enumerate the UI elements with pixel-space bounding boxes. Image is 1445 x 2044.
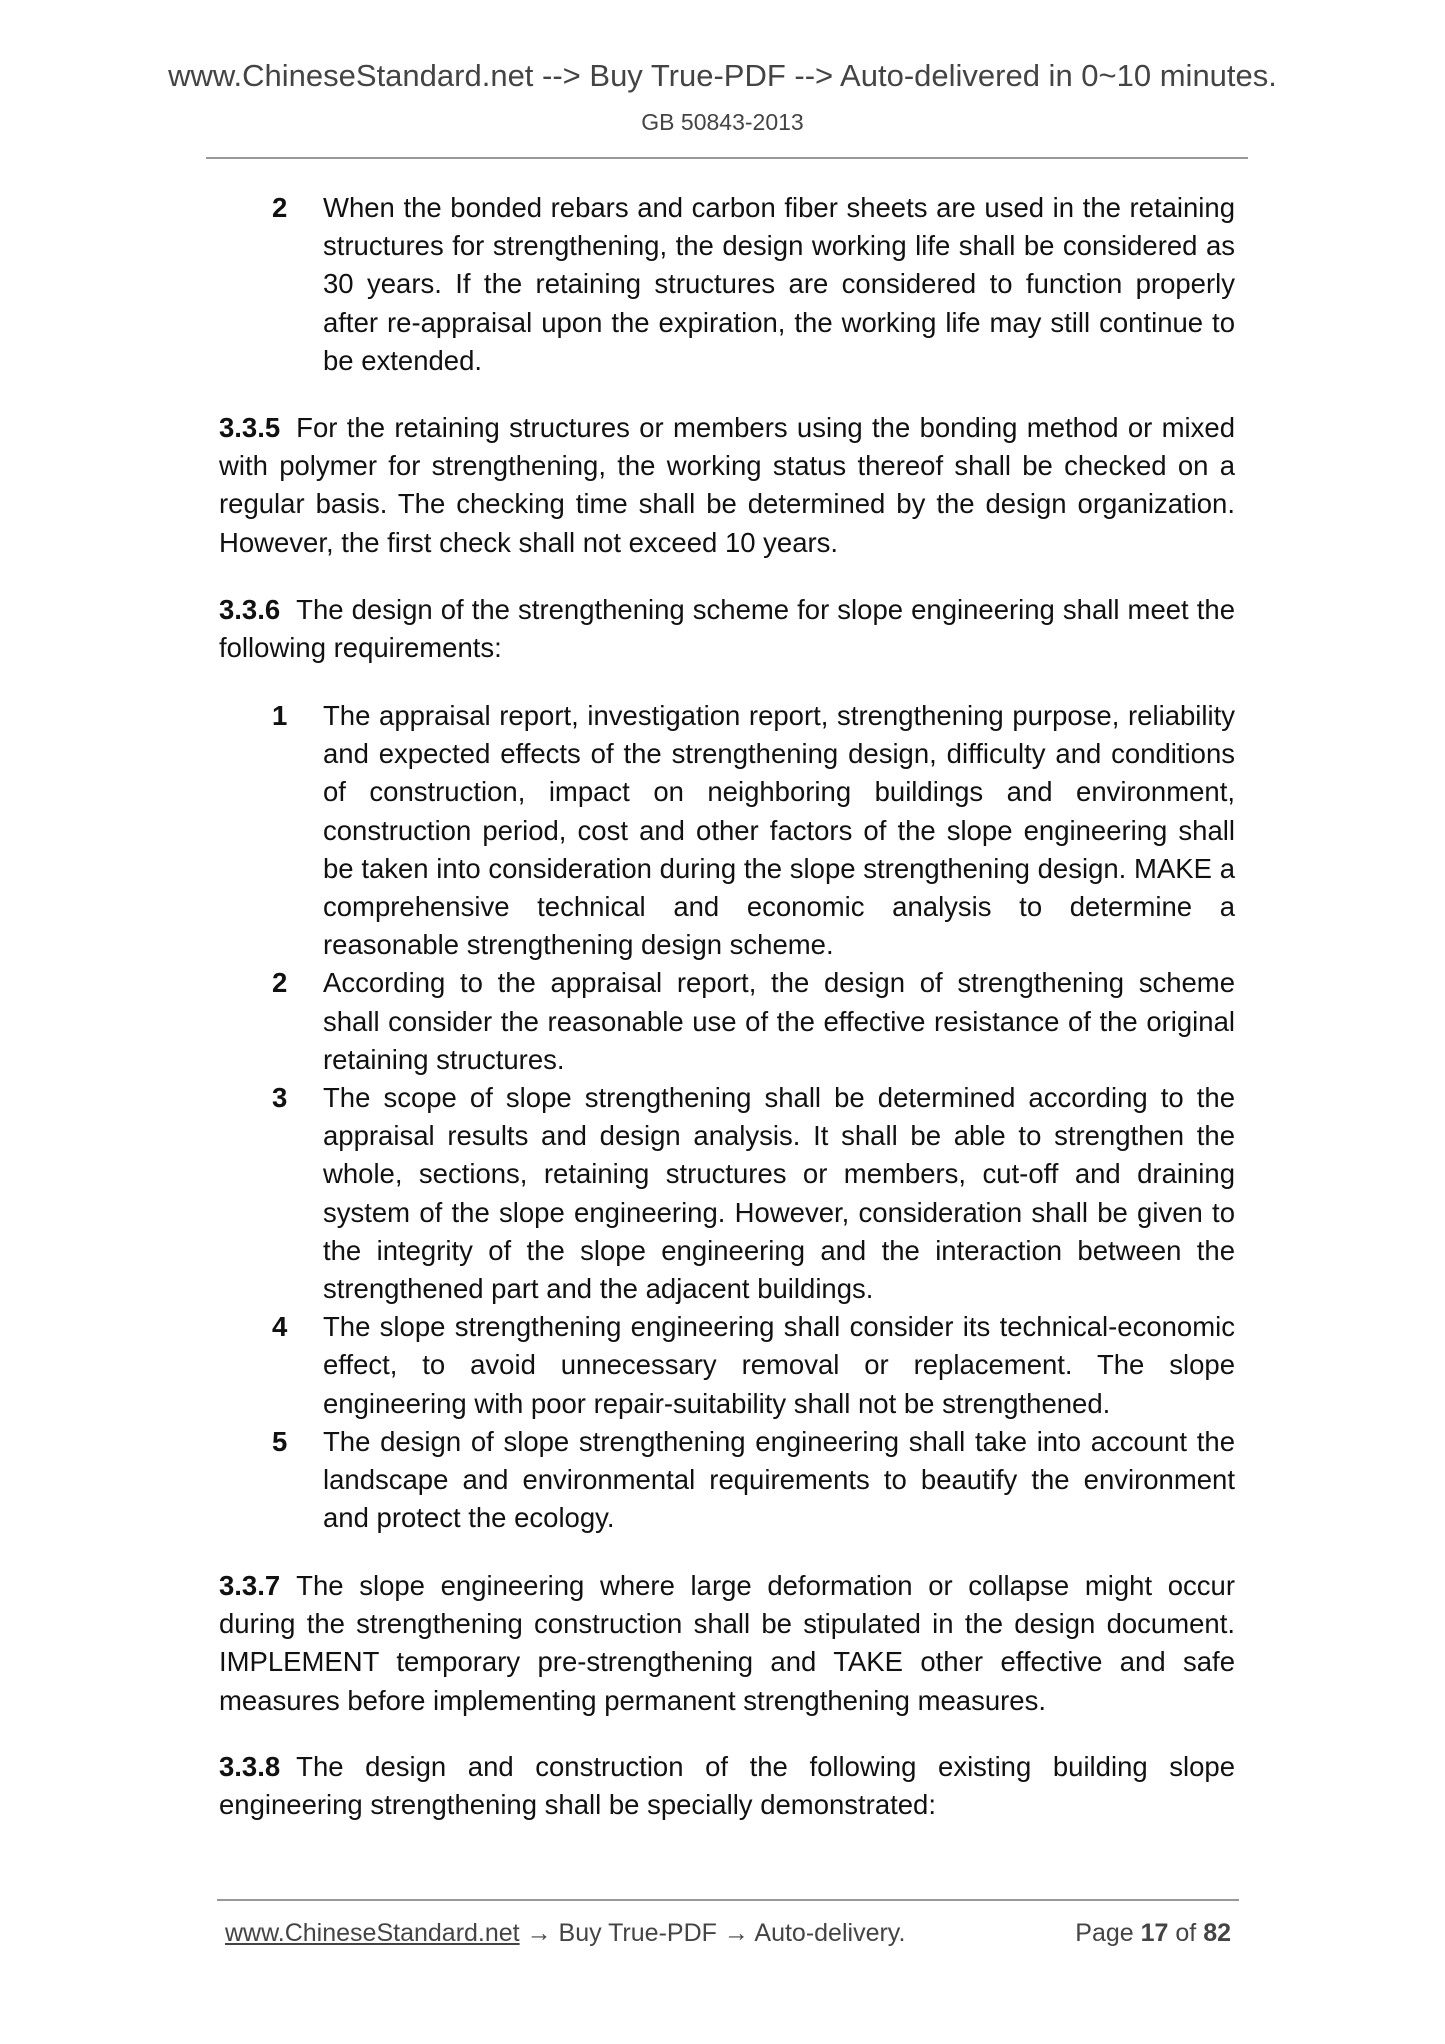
- of-label: of: [1168, 1919, 1204, 1947]
- page-total: 82: [1203, 1919, 1231, 1947]
- header-banner: www.ChineseStandard.net --> Buy True-PDF --> Auto-delivered in 0~10 minutes.: [168, 58, 1277, 93]
- list-item: [219, 697, 1235, 964]
- list-item: [219, 964, 1235, 1079]
- page-number: 17: [1140, 1919, 1169, 1947]
- clause-text: The design of the strengthening scheme for slope engineering shall meet the following requirements:: [219, 594, 1235, 664]
- item-text: The slope strengthening engineering shall consider its technical-economic effect, to avoid unnecessary removal or replacement. The slope engineering with poor repair-suitability shall not be strengthened.: [323, 1311, 1235, 1419]
- item-number: 4: [272, 1311, 288, 1343]
- item-number: 1: [272, 700, 288, 731]
- footer-text: → Buy True-PDF → Auto-delivery.: [519, 1919, 906, 1947]
- item-text: When the bonded rebars and carbon fiber sheets are used in the retaining structures for strengthening, the design working life shall be considered as 30 years. If the retaining structures are considered to function properly after re-appraisal upon the expiration, the working life may still continue to be extended.: [323, 192, 1235, 376]
- item-number: 2: [272, 192, 288, 223]
- page-indicator: [1075, 1919, 1231, 1948]
- list-item: [219, 1423, 1235, 1538]
- site-link[interactable]: www.ChineseStandard.net: [225, 1919, 520, 1947]
- item-number: 2: [272, 967, 288, 999]
- clause-text: The design and construction of the following existing building slope engineering strengthening shall be specially demonstrated:: [219, 1751, 1235, 1821]
- clause-3-3-6: [219, 591, 1235, 667]
- clause-3-3-6-list: [219, 697, 1235, 1537]
- item-text: The design of slope strengthening engineering shall take into account the landscape and environmental requirements to beautify the environment and protect the ecology.: [323, 1425, 1235, 1534]
- page-label: Page: [1075, 1919, 1141, 1947]
- standard-code: GB 50843-2013: [641, 109, 804, 135]
- list-item: [219, 1079, 1235, 1308]
- clause-number: 3.3.6: [219, 594, 281, 625]
- item-number: 5: [272, 1425, 288, 1457]
- clause-3-3-8: [219, 1748, 1235, 1824]
- list-item: [219, 189, 1235, 380]
- footer-divider: [217, 1899, 1239, 1901]
- clause-3-3-7: [219, 1567, 1235, 1720]
- item-number: 3: [272, 1082, 288, 1114]
- clause-number: 3.3.5: [219, 412, 281, 443]
- footer: [225, 1919, 1231, 1948]
- clause-number: 3.3.7: [219, 1570, 281, 1601]
- clause-3-3-5: [219, 409, 1235, 562]
- item-text: According to the appraisal report, the design of strengthening scheme shall consider the reasonable use of the effective resistance of the original retaining structures.: [323, 967, 1235, 1075]
- clause-text: The slope engineering where large deformation or collapse might occur during the strengthening construction shall be stipulated in the design document. IMPLEMENT temporary pre-strengthening and TAKE other effective and safe measures before implementing permanent strengthening measures.: [219, 1570, 1235, 1716]
- header-divider: [206, 157, 1248, 159]
- clause-text: For the retaining structures or members using the bonding method or mixed with polymer for strengthening, the working status thereof shall be checked on a regular basis. The checking time shall be determined by the design organization. However, the first check shall not exceed 10 years.: [219, 412, 1235, 558]
- item-text: The appraisal report, investigation report, strengthening purpose, reliability and expected effects of the strengthening design, difficulty and conditions of construction, impact on neighboring buildings and environment, construction period, cost and other factors of the slope engineering shall be taken into consideration during the slope strengthening design. MAKE a comprehensive technical and economic analysis to determine a reasonable strengthening design scheme.: [323, 700, 1235, 961]
- clause-number: 3.3.8: [219, 1751, 281, 1782]
- item-text: The scope of slope strengthening shall be determined according to the appraisal results and design analysis. It shall be able to strengthen the whole, sections, retaining structures or members, cut-off and draining system of the slope engineering. However, consideration shall be given to the integrity of the slope engineering and the interaction between the strengthened part and the adjacent buildings.: [323, 1082, 1235, 1305]
- list-item: [219, 1308, 1235, 1423]
